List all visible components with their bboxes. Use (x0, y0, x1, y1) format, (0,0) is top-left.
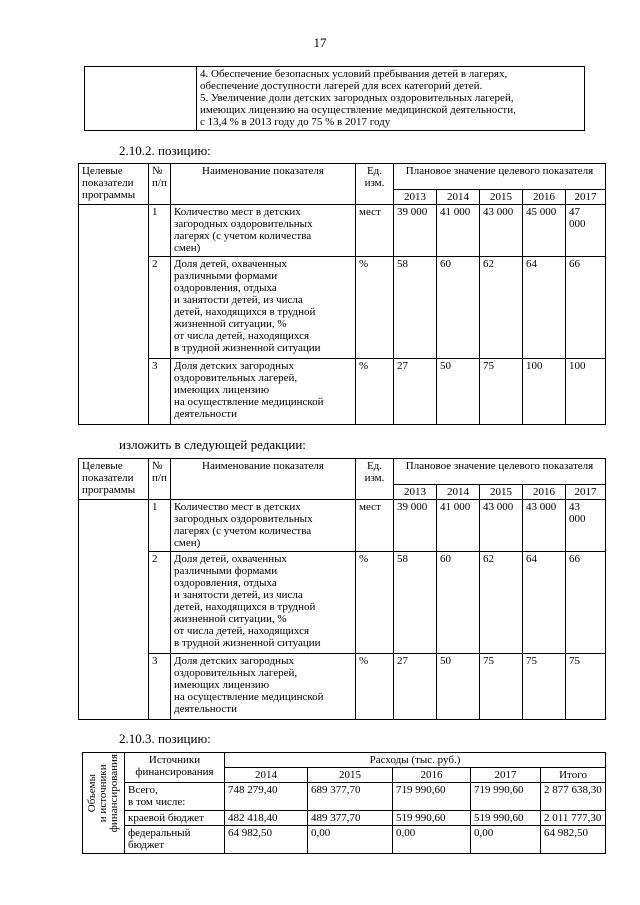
empty-cell (85, 67, 197, 131)
col-header-unit: Ед. изм. (356, 164, 394, 205)
row-num: 1 (149, 205, 171, 257)
indicator-value: 27 (394, 654, 437, 720)
year-header: 2017 (471, 768, 541, 783)
col-header-name: Наименование показателя (171, 459, 356, 500)
sources-header: Источники финансирования (125, 753, 225, 783)
indicator-name: Доля детей, охваченных различными формами оздоровления, отдыха и занятости детей, из числа детей, находящихся в трудной жизненной ситуации, % от числа детей, находящихся в трудной жизненной ситуации (171, 257, 356, 359)
row-num: 3 (149, 654, 171, 720)
finance-source: краевой бюджет (125, 811, 225, 826)
finance-value: 64 982,50 (225, 826, 308, 854)
row-num: 2 (149, 257, 171, 359)
heading-new-edition: изложить в следующей редакции: (119, 437, 306, 452)
indicator-name: Количество мест в детских загородных оздоровительных лагерях (с учетом количества смен) (171, 205, 356, 257)
col-header-num: № п/п (149, 164, 171, 205)
indicator-value: 75 (566, 654, 606, 720)
finance-source: Всего, в том числе: (125, 783, 225, 811)
empty-cell (79, 205, 149, 425)
finance-value: 2 011 777,30 (541, 811, 606, 826)
finance-side-label: Объемы и источники финансирования (86, 754, 120, 833)
heading-position-2-10-3: 2.10.3. позицию: (119, 731, 211, 746)
indicator-value: 58 (394, 257, 437, 359)
indicator-name: Доля детских загородных оздоровительных лагерей, имеющих лицензию на осуществление медицинской деятельности (171, 359, 356, 425)
finance-side-label-cell (83, 753, 125, 854)
finance-value: 519 990,60 (393, 811, 471, 826)
indicator-value: 43 000 (480, 205, 523, 257)
row-num: 1 (149, 500, 171, 552)
table-row (79, 205, 606, 257)
finance-table (82, 752, 606, 854)
indicator-value: 100 (566, 359, 606, 425)
indicator-value: 50 (437, 654, 480, 720)
year-header: 2014 (437, 485, 480, 500)
indicator-value: 45 000 (523, 205, 566, 257)
table-row (79, 552, 606, 654)
finance-value: 748 279,40 (225, 783, 308, 811)
indicator-value: 66 (566, 257, 606, 359)
finance-value: 719 990,60 (393, 783, 471, 811)
indicator-value: 64 (523, 257, 566, 359)
col-header-targets: Целевые показатели программы (79, 164, 149, 205)
finance-value: 489 377,70 (308, 811, 393, 826)
indicator-value: 58 (394, 552, 437, 654)
table-row (83, 811, 606, 826)
row-num: 2 (149, 552, 171, 654)
indicator-value: 100 (523, 359, 566, 425)
indicator-value: 43 000 (480, 500, 523, 552)
indicator-value: 66 (566, 552, 606, 654)
goals-text: 4. Обеспечение безопасных условий пребывания детей в лагерях, обеспечение доступности лагерей для всех категорий детей. 5. Увеличение доли детских загородных оздоровительных лагерей, имеющих лицензию на осуществление медицинской деятельности, с 13,4 % в 2013 году до 75 % в 2017 году (197, 67, 585, 131)
year-header: 2015 (308, 768, 393, 783)
indicators-table-old (78, 163, 606, 425)
indicator-value: 39 000 (394, 205, 437, 257)
finance-value: 2 877 638,30 (541, 783, 606, 811)
year-header: 2017 (566, 190, 606, 205)
year-header: 2015 (480, 190, 523, 205)
year-header: 2015 (480, 485, 523, 500)
total-header: Итого (541, 768, 606, 783)
table-row (79, 257, 606, 359)
year-header: 2016 (523, 485, 566, 500)
finance-value: 0,00 (308, 826, 393, 854)
indicator-value: 64 (523, 552, 566, 654)
year-header: 2013 (394, 190, 437, 205)
col-header-plan: Плановое значение целевого показателя (394, 164, 606, 190)
heading-position-2-10-2: 2.10.2. позицию: (119, 143, 211, 158)
row-num: 3 (149, 359, 171, 425)
indicator-value: 50 (437, 359, 480, 425)
indicator-unit: % (356, 552, 394, 654)
finance-value: 719 990,60 (471, 783, 541, 811)
indicator-name: Количество мест в детских загородных оздоровительных лагерях (с учетом количества смен) (171, 500, 356, 552)
finance-value: 689 377,70 (308, 783, 393, 811)
indicator-value: 39 000 (394, 500, 437, 552)
indicator-unit: мест (356, 205, 394, 257)
indicator-value: 27 (394, 359, 437, 425)
indicator-value: 62 (480, 552, 523, 654)
page-number: 17 (313, 35, 327, 50)
year-header: 2016 (393, 768, 471, 783)
indicator-value: 60 (437, 257, 480, 359)
expenses-header: Расходы (тыс. руб.) (225, 753, 606, 768)
indicator-value: 41 000 (437, 205, 480, 257)
col-header-name: Наименование показателя (171, 164, 356, 205)
indicator-value: 75 (523, 654, 566, 720)
finance-value: 64 982,50 (541, 826, 606, 854)
col-header-plan: Плановое значение целевого показателя (394, 459, 606, 485)
empty-cell (79, 500, 149, 720)
indicator-value: 75 (480, 359, 523, 425)
indicator-value: 43 000 (523, 500, 566, 552)
table-row (79, 500, 606, 552)
indicator-value: 62 (480, 257, 523, 359)
indicator-value: 47 000 (566, 205, 606, 257)
indicator-name: Доля детских загородных оздоровительных лагерей, имеющих лицензию на осуществление медицинской деятельности (171, 654, 356, 720)
indicator-unit: % (356, 257, 394, 359)
col-header-targets: Целевые показатели программы (79, 459, 149, 500)
indicator-value: 41 000 (437, 500, 480, 552)
table-row (79, 359, 606, 425)
finance-value: 519 990,60 (471, 811, 541, 826)
finance-value: 0,00 (393, 826, 471, 854)
indicators-table-new (78, 458, 606, 720)
indicator-unit: мест (356, 500, 394, 552)
finance-value: 482 418,40 (225, 811, 308, 826)
year-header: 2014 (437, 190, 480, 205)
indicator-unit: % (356, 654, 394, 720)
year-header: 2017 (566, 485, 606, 500)
finance-value: 0,00 (471, 826, 541, 854)
indicator-value: 60 (437, 552, 480, 654)
year-header: 2014 (225, 768, 308, 783)
col-header-unit: Ед. изм. (356, 459, 394, 500)
finance-source: федеральный бюджет (125, 826, 225, 854)
year-header: 2016 (523, 190, 566, 205)
indicator-name: Доля детей, охваченных различными формами оздоровления, отдыха и занятости детей, из числа детей, находящихся в трудной жизненной ситуации, % от числа детей, находящихся в трудной жизненной ситуации (171, 552, 356, 654)
year-header: 2013 (394, 485, 437, 500)
indicator-value: 43 000 (566, 500, 606, 552)
indicator-unit: % (356, 359, 394, 425)
goals-continuation-table (84, 66, 585, 131)
col-header-num: № п/п (149, 459, 171, 500)
table-row (83, 783, 606, 811)
table-row (83, 826, 606, 854)
indicator-value: 75 (480, 654, 523, 720)
table-row (79, 654, 606, 720)
